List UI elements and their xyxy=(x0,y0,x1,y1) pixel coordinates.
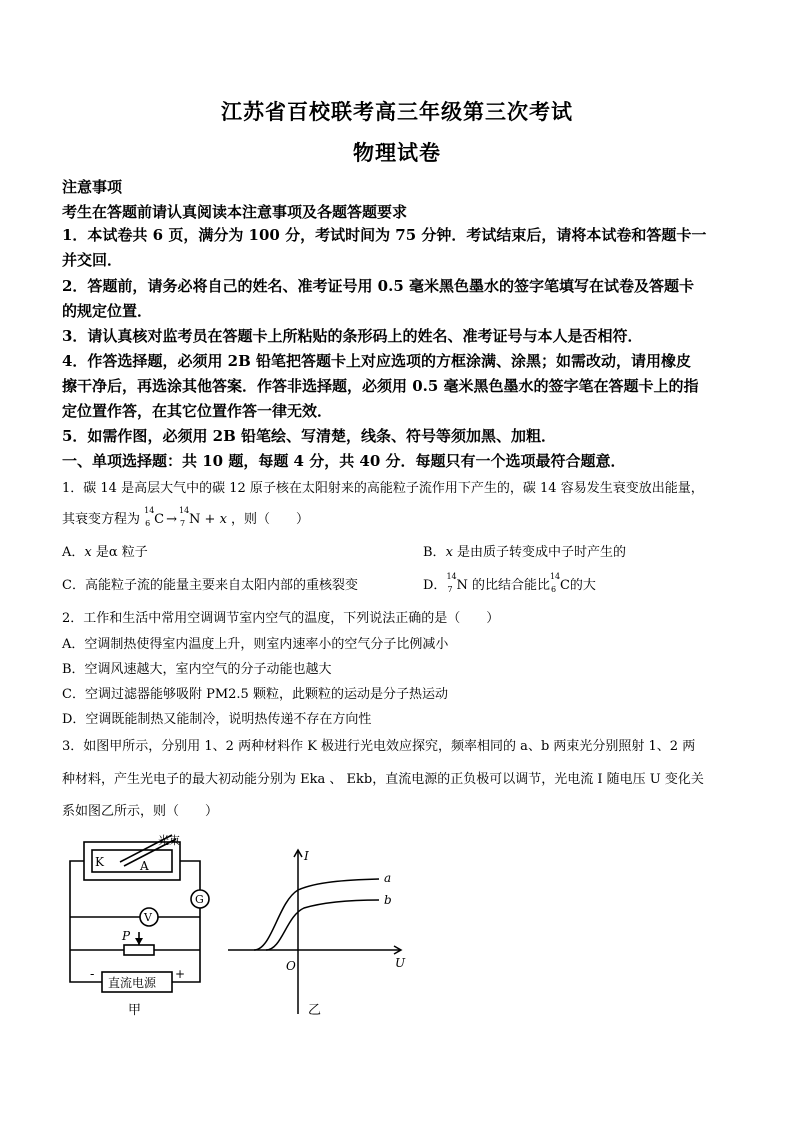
notice-line: 3．请认真核对监考员在答题卡上所粘贴的条形码上的姓名、准考证号与本人是否相符． xyxy=(62,327,643,345)
q1-stem-line2 xyxy=(62,505,310,528)
exam-subtitle: 物理试卷 xyxy=(353,140,441,165)
q1-option-b: B．x 是由质子转变成中子时产生的 xyxy=(423,545,627,560)
q3-stem-line2: 种材料，产生光电子的最大初动能分别为 Eka 、 Ekb，直流电源的正负极可以调节，光电流 I 随电压 U 变化关 xyxy=(62,772,704,787)
decay-equation: 14 6 C → 14 7 N + x xyxy=(144,505,227,528)
q1-option-a: A．x 是α 粒子 xyxy=(62,545,148,560)
right-wire xyxy=(180,861,200,890)
q2-option-d: D．空调既能制热又能制冷，说明热传递不存在方向性 xyxy=(62,712,372,727)
galvanometer-label: G xyxy=(195,893,204,906)
q2-stem: 2．工作和生活中常用空调调节室内空气的温度，下列说法正确的是（ ） xyxy=(62,611,500,626)
anode-label: A xyxy=(140,859,149,873)
curve-a-label: a xyxy=(384,871,392,885)
notice-line: 5．如需作图，必须用 2B 铅笔绘、写清楚，线条、符号等须加黑、加粗． xyxy=(62,427,556,445)
exam-title: 江苏省百校联考高三年级第三次考试 xyxy=(221,99,573,124)
notice-line: 1．本试卷共 6 页，满分为 100 分，考试时间为 75 分钟．考试结束后，请将本试卷和答题卡一 xyxy=(62,226,707,244)
notice-line: 定位置作答，在其它位置作答一律无效． xyxy=(62,402,333,420)
q3-stem-line3: 系如图乙所示，则（ ） xyxy=(62,804,219,819)
source-plus: + xyxy=(175,967,186,981)
notice-intro: 考生在答题前请认真阅读本注意事项及各题答题要求 xyxy=(62,203,408,221)
figure-caption-jia: 甲 xyxy=(128,1003,142,1018)
notice-line: 的规定位置． xyxy=(62,302,153,320)
left-wire xyxy=(70,861,84,917)
q2-option-a: A．空调制热使得室内温度上升，则室内速率小的空气分子比例减小 xyxy=(62,637,449,652)
source-label: 直流电源 xyxy=(108,976,157,990)
notice-line: 4．作答选择题，必须用 2B 铅笔把答题卡上对应选项的方框涂满、涂黑；如需改动，请用橡皮 xyxy=(62,352,692,370)
notice-line: 擦干净后，再选涂其他答案．作答非选择题，必须用 0.5 毫米黑色墨水的签字笔在答题卡上的指 xyxy=(62,377,699,395)
figure-caption-yi: 乙 xyxy=(308,1003,322,1018)
q1-stem-prefix: 其衰变方程为 xyxy=(62,512,141,527)
q3-stem-line1: 3．如图甲所示，分别用 1、2 两种材料作 K 极进行光电效应探究，频率相同的 a、b 两束光分别照射 1、2 两 xyxy=(62,739,696,754)
voltmeter-label: V xyxy=(144,911,152,924)
notice-heading: 注意事项 xyxy=(62,178,123,196)
q1-stem-suffix: ，则（ ） xyxy=(231,512,310,527)
figure-circuit xyxy=(62,832,222,1022)
u-axis-label: U xyxy=(395,956,406,970)
q1-option-c: C．高能粒子流的能量主要来自太阳内部的重核裂变 xyxy=(62,578,358,593)
figure-iu-graph xyxy=(224,842,414,1022)
source-minus: - xyxy=(90,967,95,982)
section-heading: 一、单项选择题：共 10 题，每题 4 分，共 40 分．每题只有一个选项最符合题意． xyxy=(62,452,626,470)
q1-option-d: D． 14 7 N 的比结合能比 14 6 C的大 xyxy=(423,571,596,594)
rheostat xyxy=(124,945,154,955)
origin-label: O xyxy=(286,959,296,973)
curve-a xyxy=(254,879,379,950)
slider-label: P xyxy=(122,929,131,943)
beam-label: 光束 xyxy=(158,834,180,847)
i-axis-label: I xyxy=(304,849,309,863)
curve-b-label: b xyxy=(384,893,392,907)
notice-line: 2．答题前，请务必将自己的姓名、准考证号用 0.5 毫米黑色墨水的签字笔填写在试卷及答题卡 xyxy=(62,277,694,295)
q2-option-b: B．空调风速越大，室内空气的分子动能也越大 xyxy=(62,662,332,677)
q1-stem-line1: 1．碳 14 是高层大气中的碳 12 原子核在太阳射来的高能粒子流作用下产生的，碳 14 容易发生衰变放出能量， xyxy=(62,481,704,496)
cathode-label: K xyxy=(95,855,104,869)
q2-option-c: C．空调过滤器能够吸附 PM2.5 颗粒，此颗粒的运动是分子热运动 xyxy=(62,687,448,702)
notice-line: 并交回． xyxy=(62,251,123,269)
